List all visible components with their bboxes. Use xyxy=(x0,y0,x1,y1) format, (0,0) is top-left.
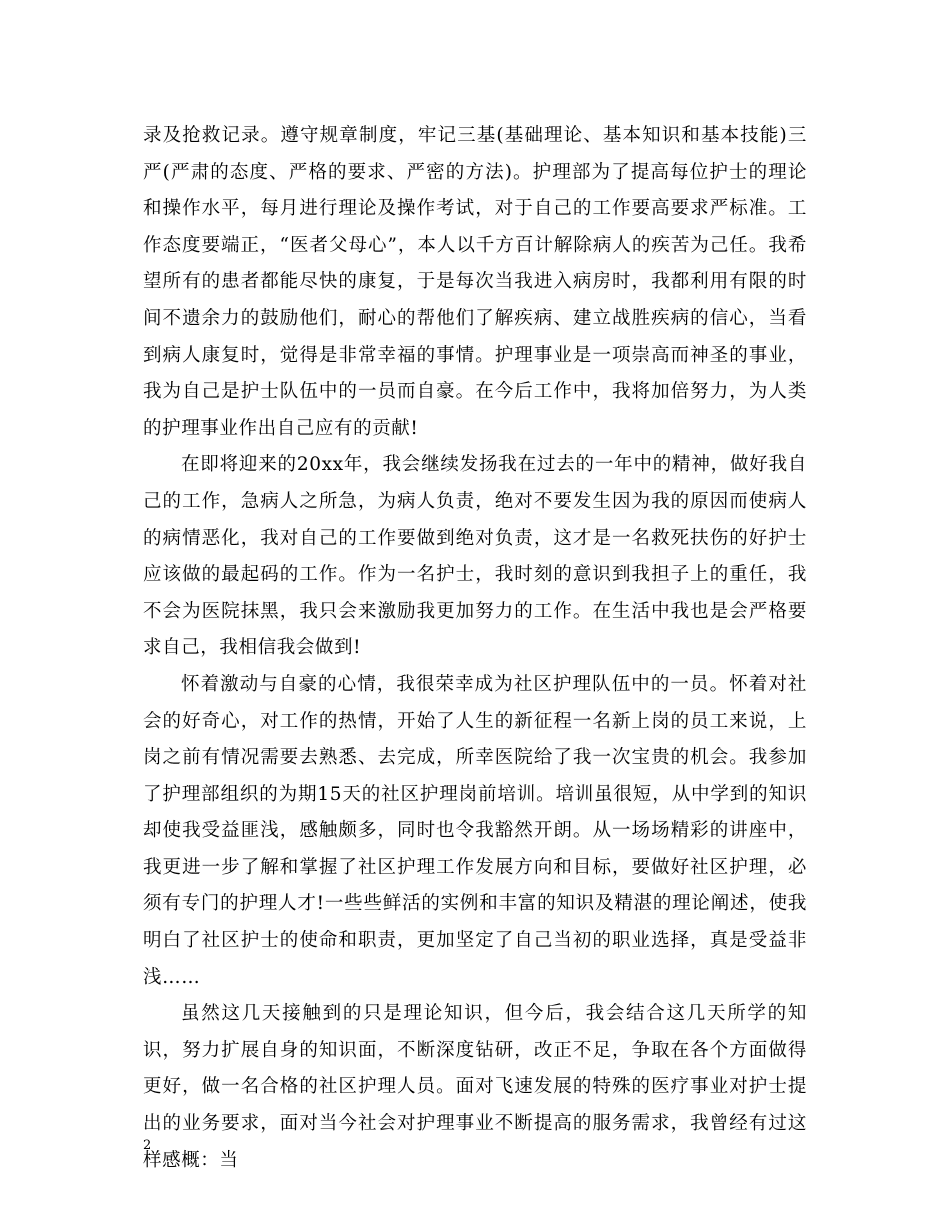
paragraph-3: 怀着激动与自豪的心情，我很荣幸成为社区护理队伍中的一员。怀着对社会的好奇心，对工作的热情，开始了人生的新征程一名新上岗的员工来说，上岗之前有情况需要去熟悉、去完成，所幸医院给了我一次宝贵的机会。我参加了护理部组织的为期15天的社区护理岗前培训。培训虽很短，从中学到的知识却使我受益匪浅，感触颇多，同时也令我豁然开朗。从一场场精彩的讲座中，我更进一步了解和掌握了社区护理工作发展方向和目标，要做好社区护理，必须有专门的护理人才!一些些鲜活的实例和丰富的知识及精湛的理论阐述，使我明白了社区护士的使命和职责，更加坚定了自己当初的职业选择，真是受益非浅…… xyxy=(143,673,807,988)
paragraph-2: 在即将迎来的20xx年，我会继续发扬我在过去的一年中的精神，做好我自己的工作，急病人之所急，为病人负责，绝对不要发生因为我的原因而使病人的病情恶化，我对自己的工作要做到绝对负责，这才是一名救死扶伤的好护士应该做的最起码的工作。作为一名护士，我时刻的意识到我担子上的重任，我不会为医院抹黑，我只会来激励我更加努力的工作。在生活中我也是会严格要求自己，我相信我会做到! xyxy=(143,454,807,659)
document-body xyxy=(143,118,807,1179)
page-number: 2 xyxy=(143,1138,152,1153)
paragraph-1: 录及抢救记录。遵守规章制度，牢记三基(基础理论、基本知识和基本技能)三严(严肃的态度、严格的要求、严密的方法)。护理部为了提高每位护士的理论和操作水平，每月进行理论及操作考试，对于自己的工作要高要求严标准。工作态度要端正，“医者父母心”，本人以千方百计解除病人的疾苦为己任。我希望所有的患者都能尽快的康复，于是每次当我进入病房时，我都利用有限的时间不遗余力的鼓励他们，耐心的帮他们了解疾病、建立战胜疾病的信心，当看到病人康复时，觉得是非常幸福的事情。护理事业是一项崇高而神圣的事业，我为自己是护士队伍中的一员而自豪。在今后工作中，我将加倍努力，为人类的护理事业作出自己应有的贡献! xyxy=(143,125,807,439)
paragraph-4: 虽然这几天接触到的只是理论知识，但今后，我会结合这几天所学的知识，努力扩展自身的知识面，不断深度钻研，改正不足，争取在各个方面做得更好，做一名合格的社区护理人员。面对飞速发展的特殊的医疗事业对护士提出的业务要求，面对当今社会对护理事业不断提高的服务需求，我曾经有过这样感概：当 xyxy=(143,1003,807,1171)
